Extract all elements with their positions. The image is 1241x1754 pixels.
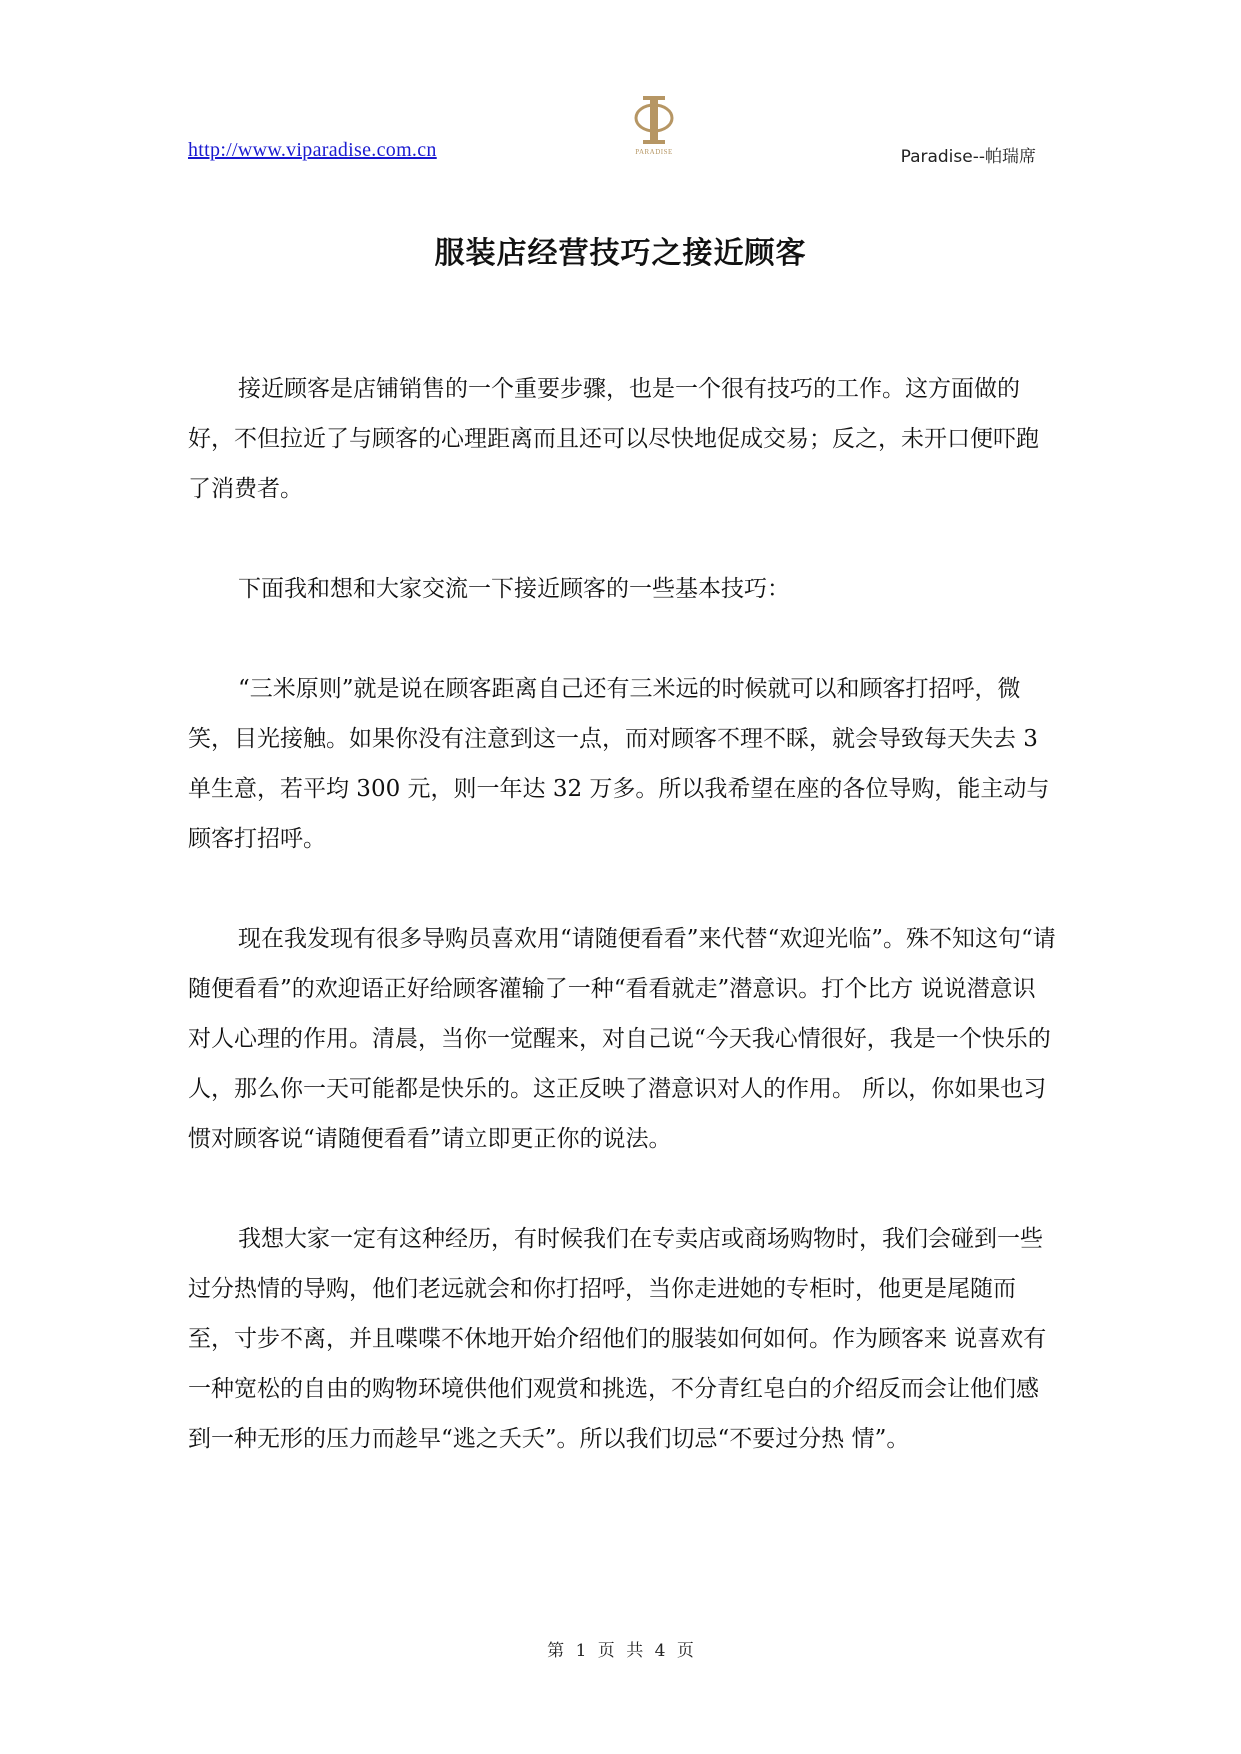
paragraph: “三米原则”就是说在顾客距离自己还有三米远的时候就可以和顾客打招呼，微笑，目光接触。如果你没有注意到这一点，而对顾客不理不睬，就会导致每天失去 3 单生意，若平均 300 元，则一年达 32 万多。所以我希望在座的各位导购，能主动与顾客打招呼。 bbox=[188, 676, 1050, 852]
header-brand: Paradise--帕瑞席 bbox=[900, 147, 1036, 167]
document-title: 服装店经营技巧之接近顾客 bbox=[434, 236, 807, 271]
page-footer: 第 1 页 共 4 页 bbox=[547, 1641, 694, 1661]
paragraph: 现在我发现有很多导购员喜欢用“请随便看看”来代替“欢迎光临”。殊不知这句“请随便看看”的欢迎语正好给顾客灌输了一种“看看就走”潜意识。打个比方 说说潜意识对人心理的作用。清晨，当你一觉醒来，对自己说“今天我心情很好，我是一个快乐的人，那么你一天可能都是快乐的。这正反映了潜意识对人的作用。 所以，你如果也习惯对顾客说“请随便看看”请立即更正你的说法。 bbox=[188, 926, 1056, 1152]
header-url-link[interactable]: http://www.viparadise.com.cn bbox=[188, 139, 437, 161]
document-body bbox=[188, 364, 1058, 1514]
paradise-logo-icon bbox=[625, 92, 683, 148]
paragraph: 下面我和想和大家交流一下接近顾客的一些基本技巧： bbox=[238, 576, 790, 602]
paradise-logo bbox=[625, 92, 683, 160]
logo-text: PARADISE bbox=[635, 148, 673, 156]
paragraph: 我想大家一定有这种经历，有时候我们在专卖店或商场购物时，我们会碰到一些过分热情的导购，他们老远就会和你打招呼，当你走进她的专柜时，他更是尾随而至，寸步不离，并且喋喋不休地开始介绍他们的服装如何如何。作为顾客来 说喜欢有一种宽松的自由的购物环境供他们观赏和挑选，不分青红皂白的介绍反而会让他们感到一种无形的压力而趁早“逃之夭夭”。所以我们切忌“不要过分热 情”。 bbox=[188, 1226, 1047, 1452]
paragraph: 接近顾客是店铺销售的一个重要步骤，也是一个很有技巧的工作。这方面做的好，不但拉近了与顾客的心理距离而且还可以尽快地促成交易；反之，未开口便吓跑了消费者。 bbox=[188, 376, 1039, 502]
page-header bbox=[0, 0, 1241, 170]
